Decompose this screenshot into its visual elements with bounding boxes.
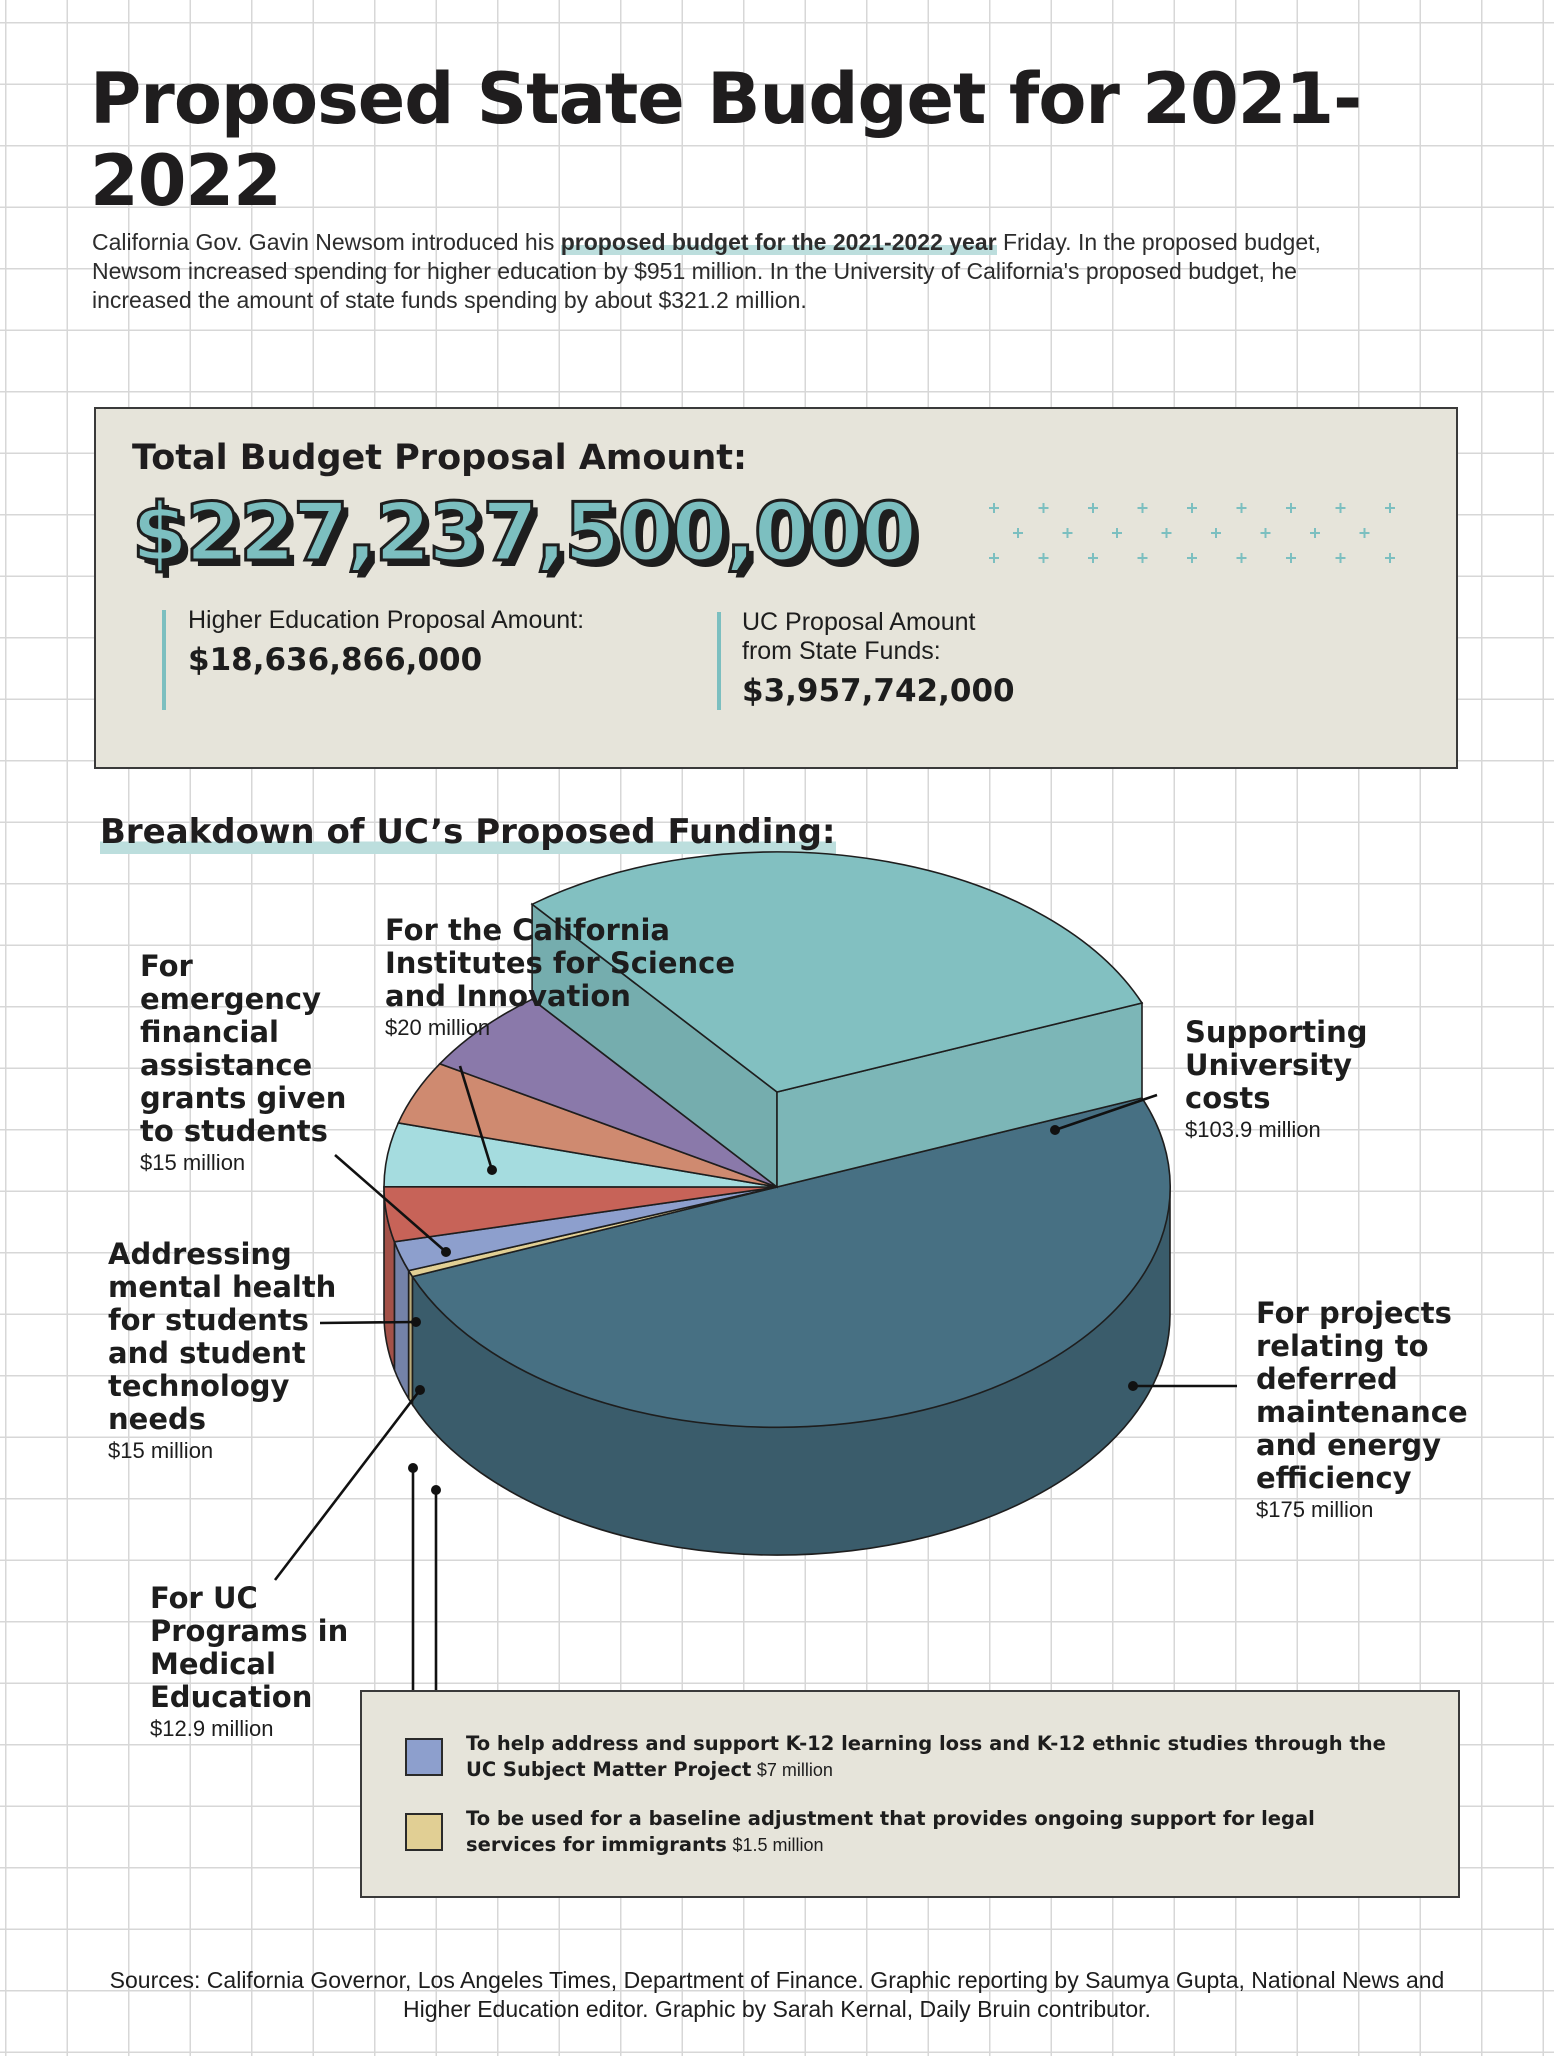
callout-emergency-title	[140, 950, 346, 1148]
callout-line: For	[140, 949, 193, 983]
callout-line: mental health	[108, 1270, 337, 1304]
callout-line: Institutes for Science	[385, 946, 736, 980]
callout-support-value: $103.9 million	[1185, 1117, 1321, 1142]
callout-line: Education	[150, 1680, 313, 1714]
legend-item-k12	[466, 1731, 1406, 1783]
callout-line: For UC	[150, 1581, 258, 1615]
callout-line: grants given	[140, 1081, 347, 1115]
uc-state-label-line-2: from State Funds:	[742, 637, 941, 665]
callout-line: Programs in	[150, 1614, 349, 1648]
callout-support	[1185, 1016, 1367, 1145]
callout-line: for students	[108, 1303, 309, 1337]
sources-credit: Sources: California Governor, Los Angeles Times, Department of Finance. Graphic reporting by Saumya Gupta, National News and Higher Education editor. Graphic by Sarah Kernal, Daily Bruin contributor.	[109, 1967, 1445, 2022]
callout-line: and Innovation	[385, 979, 631, 1013]
uc-state-value: $3,957,742,000	[742, 673, 1015, 709]
leader-dot	[411, 1317, 421, 1327]
uc-state-label-line-1: UC Proposal Amount	[742, 608, 976, 636]
leader-dot	[1128, 1381, 1138, 1391]
callout-line: Addressing	[108, 1237, 292, 1271]
callout-deferred-title	[1256, 1297, 1468, 1495]
callout-deferred-value: $175 million	[1256, 1497, 1374, 1522]
callout-line: to students	[140, 1114, 328, 1148]
callout-medical	[150, 1582, 348, 1744]
callout-cisi	[385, 914, 735, 1043]
callout-line: needs	[108, 1402, 207, 1436]
leader-dot	[487, 1165, 497, 1175]
leader-dot	[431, 1485, 441, 1495]
callout-line: and student	[108, 1336, 306, 1370]
leader-dot	[1050, 1125, 1060, 1135]
legend-k12-value: $7 million	[756, 1760, 833, 1780]
total-budget-label: Total Budget Proposal Amount:	[132, 438, 748, 478]
callout-line: maintenance	[1256, 1395, 1468, 1429]
callout-deferred	[1256, 1297, 1468, 1525]
callout-medical-title	[150, 1582, 348, 1714]
legend-legal-label: To be used for a baseline adjustment that provides ongoing support for legal services for immigrants	[466, 1807, 1315, 1856]
callout-line: For the California	[385, 913, 670, 947]
callout-line: technology	[108, 1369, 290, 1403]
callout-line: For projects	[1256, 1296, 1452, 1330]
legend-k12-label: To help address and support K-12 learning loss and K-12 ethnic studies through the UC Subject Matter Project	[466, 1732, 1386, 1781]
callout-line: emergency	[140, 982, 322, 1016]
callout-line: relating to	[1256, 1329, 1429, 1363]
callout-mental	[108, 1238, 336, 1466]
page-title: Proposed State Budget for 2021-2022	[90, 58, 1362, 222]
legend-legal-value: $1.5 million	[732, 1835, 824, 1855]
legend-swatch-legal	[405, 1813, 443, 1851]
callout-support-title	[1185, 1016, 1367, 1115]
leader-dot	[408, 1463, 418, 1473]
callout-mental-value: $15 million	[108, 1438, 214, 1463]
callout-line: University	[1185, 1048, 1352, 1082]
legend-item-legal	[466, 1806, 1406, 1858]
leader-dot	[441, 1247, 451, 1257]
callout-emergency-value: $15 million	[140, 1150, 246, 1175]
callout-line: deferred	[1256, 1362, 1398, 1396]
callout-emergency	[140, 950, 346, 1178]
leader-dot	[415, 1385, 425, 1395]
total-budget-amount: $227,237,500,000	[132, 486, 915, 579]
higher-ed-value: $18,636,866,000	[188, 642, 483, 678]
callout-line: assistance	[140, 1048, 313, 1082]
callout-cisi-value: $20 million	[385, 1015, 491, 1040]
callout-medical-value: $12.9 million	[150, 1716, 274, 1741]
legend-swatch-k12	[405, 1738, 443, 1776]
callout-line: costs	[1185, 1081, 1271, 1115]
callout-line: Supporting	[1185, 1015, 1368, 1049]
callout-line: efficiency	[1256, 1461, 1412, 1495]
legend-panel	[360, 1690, 1460, 1898]
callout-line: and energy	[1256, 1428, 1442, 1462]
chart-title: Breakdown of UC’s Proposed Funding:	[100, 812, 836, 852]
callout-line: financial	[140, 1015, 279, 1049]
callout-mental-title	[108, 1238, 336, 1436]
callout-line: Medical	[150, 1647, 276, 1681]
intro-text-end: Friday. In the proposed budget, Newsom increased spending for higher education by $951 million. In the University of California's proposed budget, he increased the amount of state funds spending by about $321.2 million.	[92, 229, 1321, 313]
callout-cisi-title	[385, 914, 735, 1013]
intro-text-start: California Gov. Gavin Newsom introduced his	[92, 229, 561, 255]
intro-highlight: proposed budget for the 2021-2022 year	[560, 229, 997, 255]
higher-ed-label: Higher Education Proposal Amount:	[188, 606, 585, 634]
